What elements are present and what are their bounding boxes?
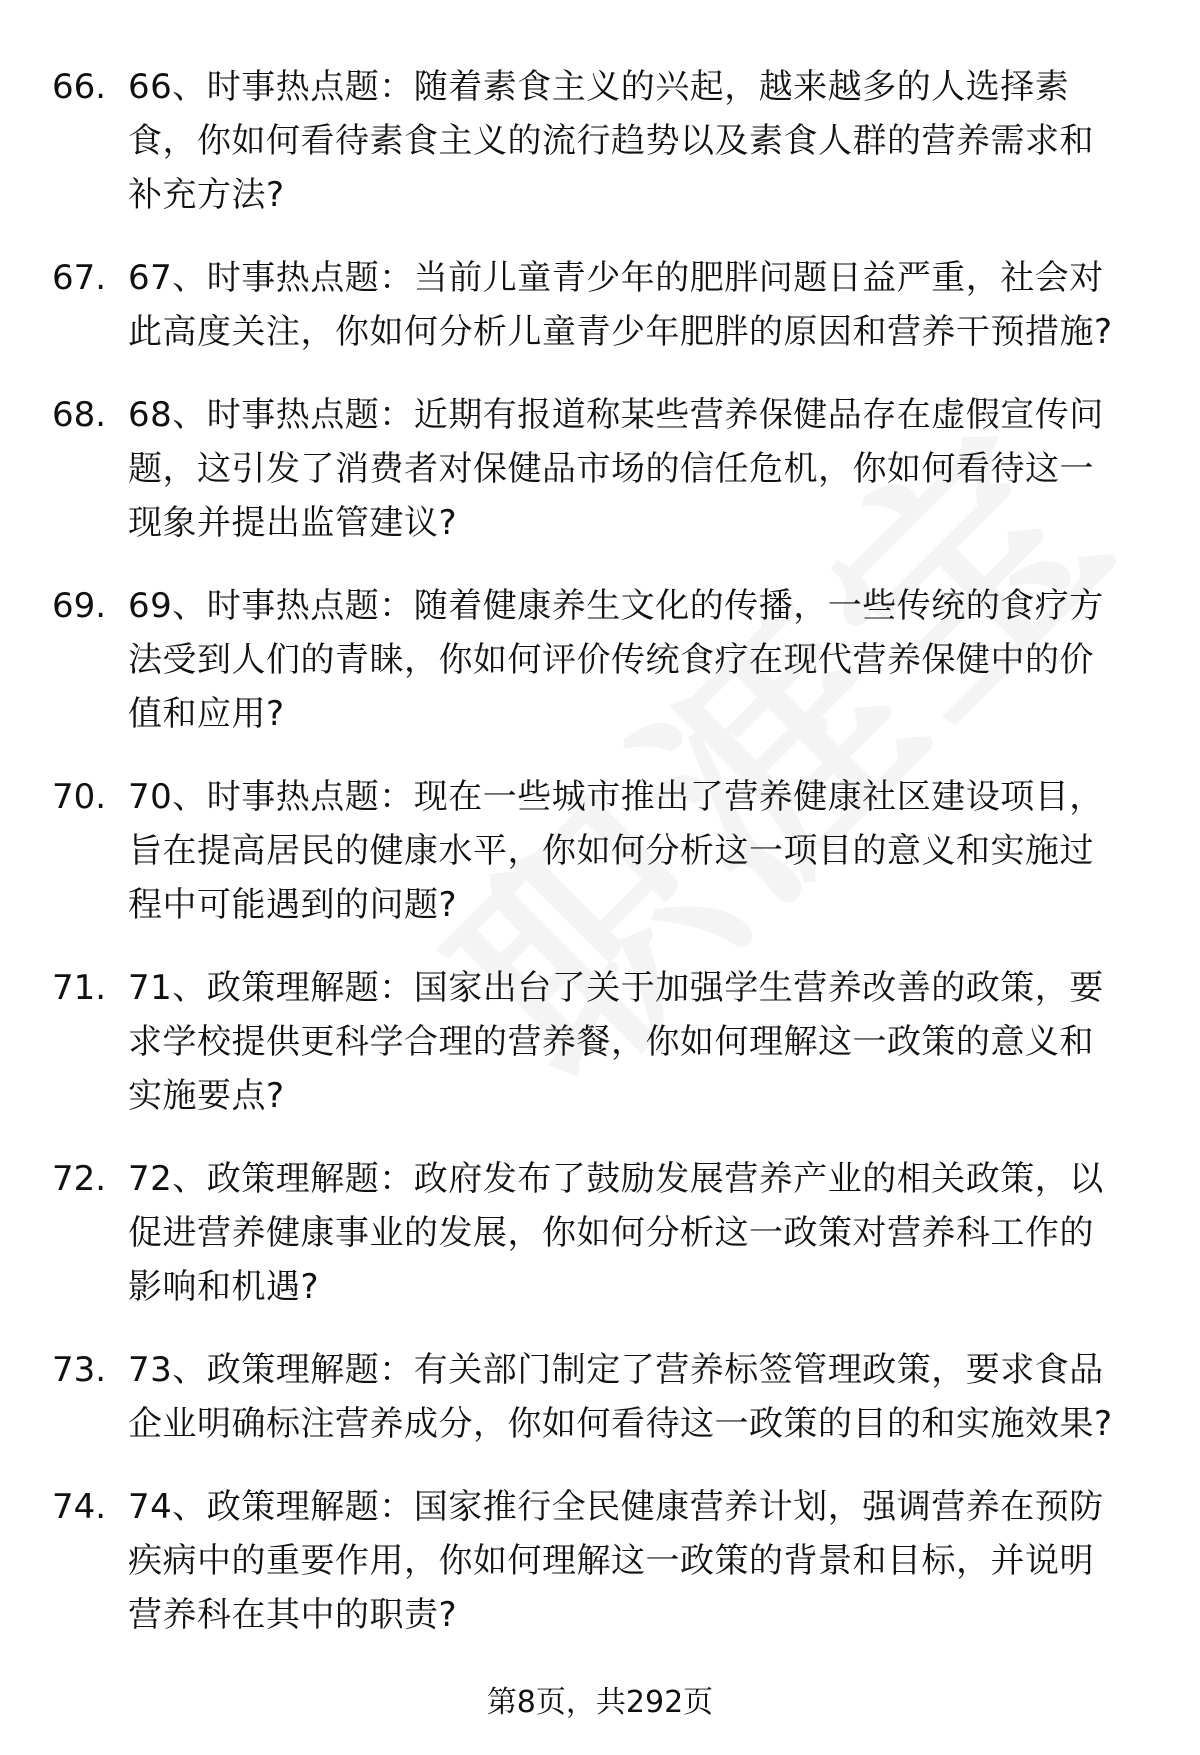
question-item-66 [52, 60, 1152, 222]
question-number: 70. [52, 777, 107, 817]
question-text: 74、政策理解题：国家推行全民健康营养计划，强调营养在预防疾病中的重要作用，你如何理解这一政策的背景和目标，并说明营养科在其中的职责? [128, 1487, 1104, 1635]
question-number: 74. [52, 1487, 107, 1527]
question-number: 69. [52, 586, 107, 626]
page-footer: 第8页，共292页 [486, 1685, 714, 1720]
question-number: 71. [52, 968, 107, 1008]
question-item-69 [52, 579, 1152, 741]
question-item-68 [52, 388, 1152, 550]
question-number: 73. [52, 1350, 107, 1390]
question-list [52, 60, 1152, 1671]
question-text: 70、时事热点题：现在一些城市推出了营养健康社区建设项目，旨在提高居民的健康水平，你如何分析这一项目的意义和实施过程中可能遇到的问题? [128, 777, 1104, 925]
question-text: 66、时事热点题：随着素食主义的兴起，越来越多的人选择素食，你如何看待素食主义的流行趋势以及素食人群的营养需求和补充方法? [128, 67, 1094, 215]
question-text: 73、政策理解题：有关部门制定了营养标签管理政策，要求食品企业明确标注营养成分，你如何看待这一政策的目的和实施效果? [128, 1350, 1113, 1444]
question-number: 67. [52, 258, 107, 298]
question-item-71 [52, 961, 1152, 1123]
question-text: 69、时事热点题：随着健康养生文化的传播，一些传统的食疗方法受到人们的青睐，你如何评价传统食疗在现代营养保健中的价值和应用? [128, 586, 1104, 734]
question-number: 68. [52, 395, 107, 435]
question-item-72 [52, 1152, 1152, 1314]
question-text: 71、政策理解题：国家出台了关于加强学生营养改善的政策，要求学校提供更科学合理的营养餐，你如何理解这一政策的意义和实施要点? [128, 968, 1104, 1116]
question-text: 72、政策理解题：政府发布了鼓励发展营养产业的相关政策，以促进营养健康事业的发展，你如何分析这一政策对营养科工作的影响和机遇? [128, 1159, 1104, 1307]
question-item-70 [52, 770, 1152, 932]
question-item-74 [52, 1480, 1152, 1642]
question-number: 66. [52, 67, 107, 107]
question-text: 68、时事热点题：近期有报道称某些营养保健品存在虚假宣传问题，这引发了消费者对保健品市场的信任危机，你如何看待这一现象并提出监管建议? [128, 395, 1104, 543]
question-text: 67、时事热点题：当前儿童青少年的肥胖问题日益严重，社会对此高度关注，你如何分析儿童青少年肥胖的原因和营养干预措施? [128, 258, 1113, 352]
question-item-73 [52, 1343, 1152, 1451]
question-item-67 [52, 251, 1152, 359]
question-number: 72. [52, 1159, 107, 1199]
